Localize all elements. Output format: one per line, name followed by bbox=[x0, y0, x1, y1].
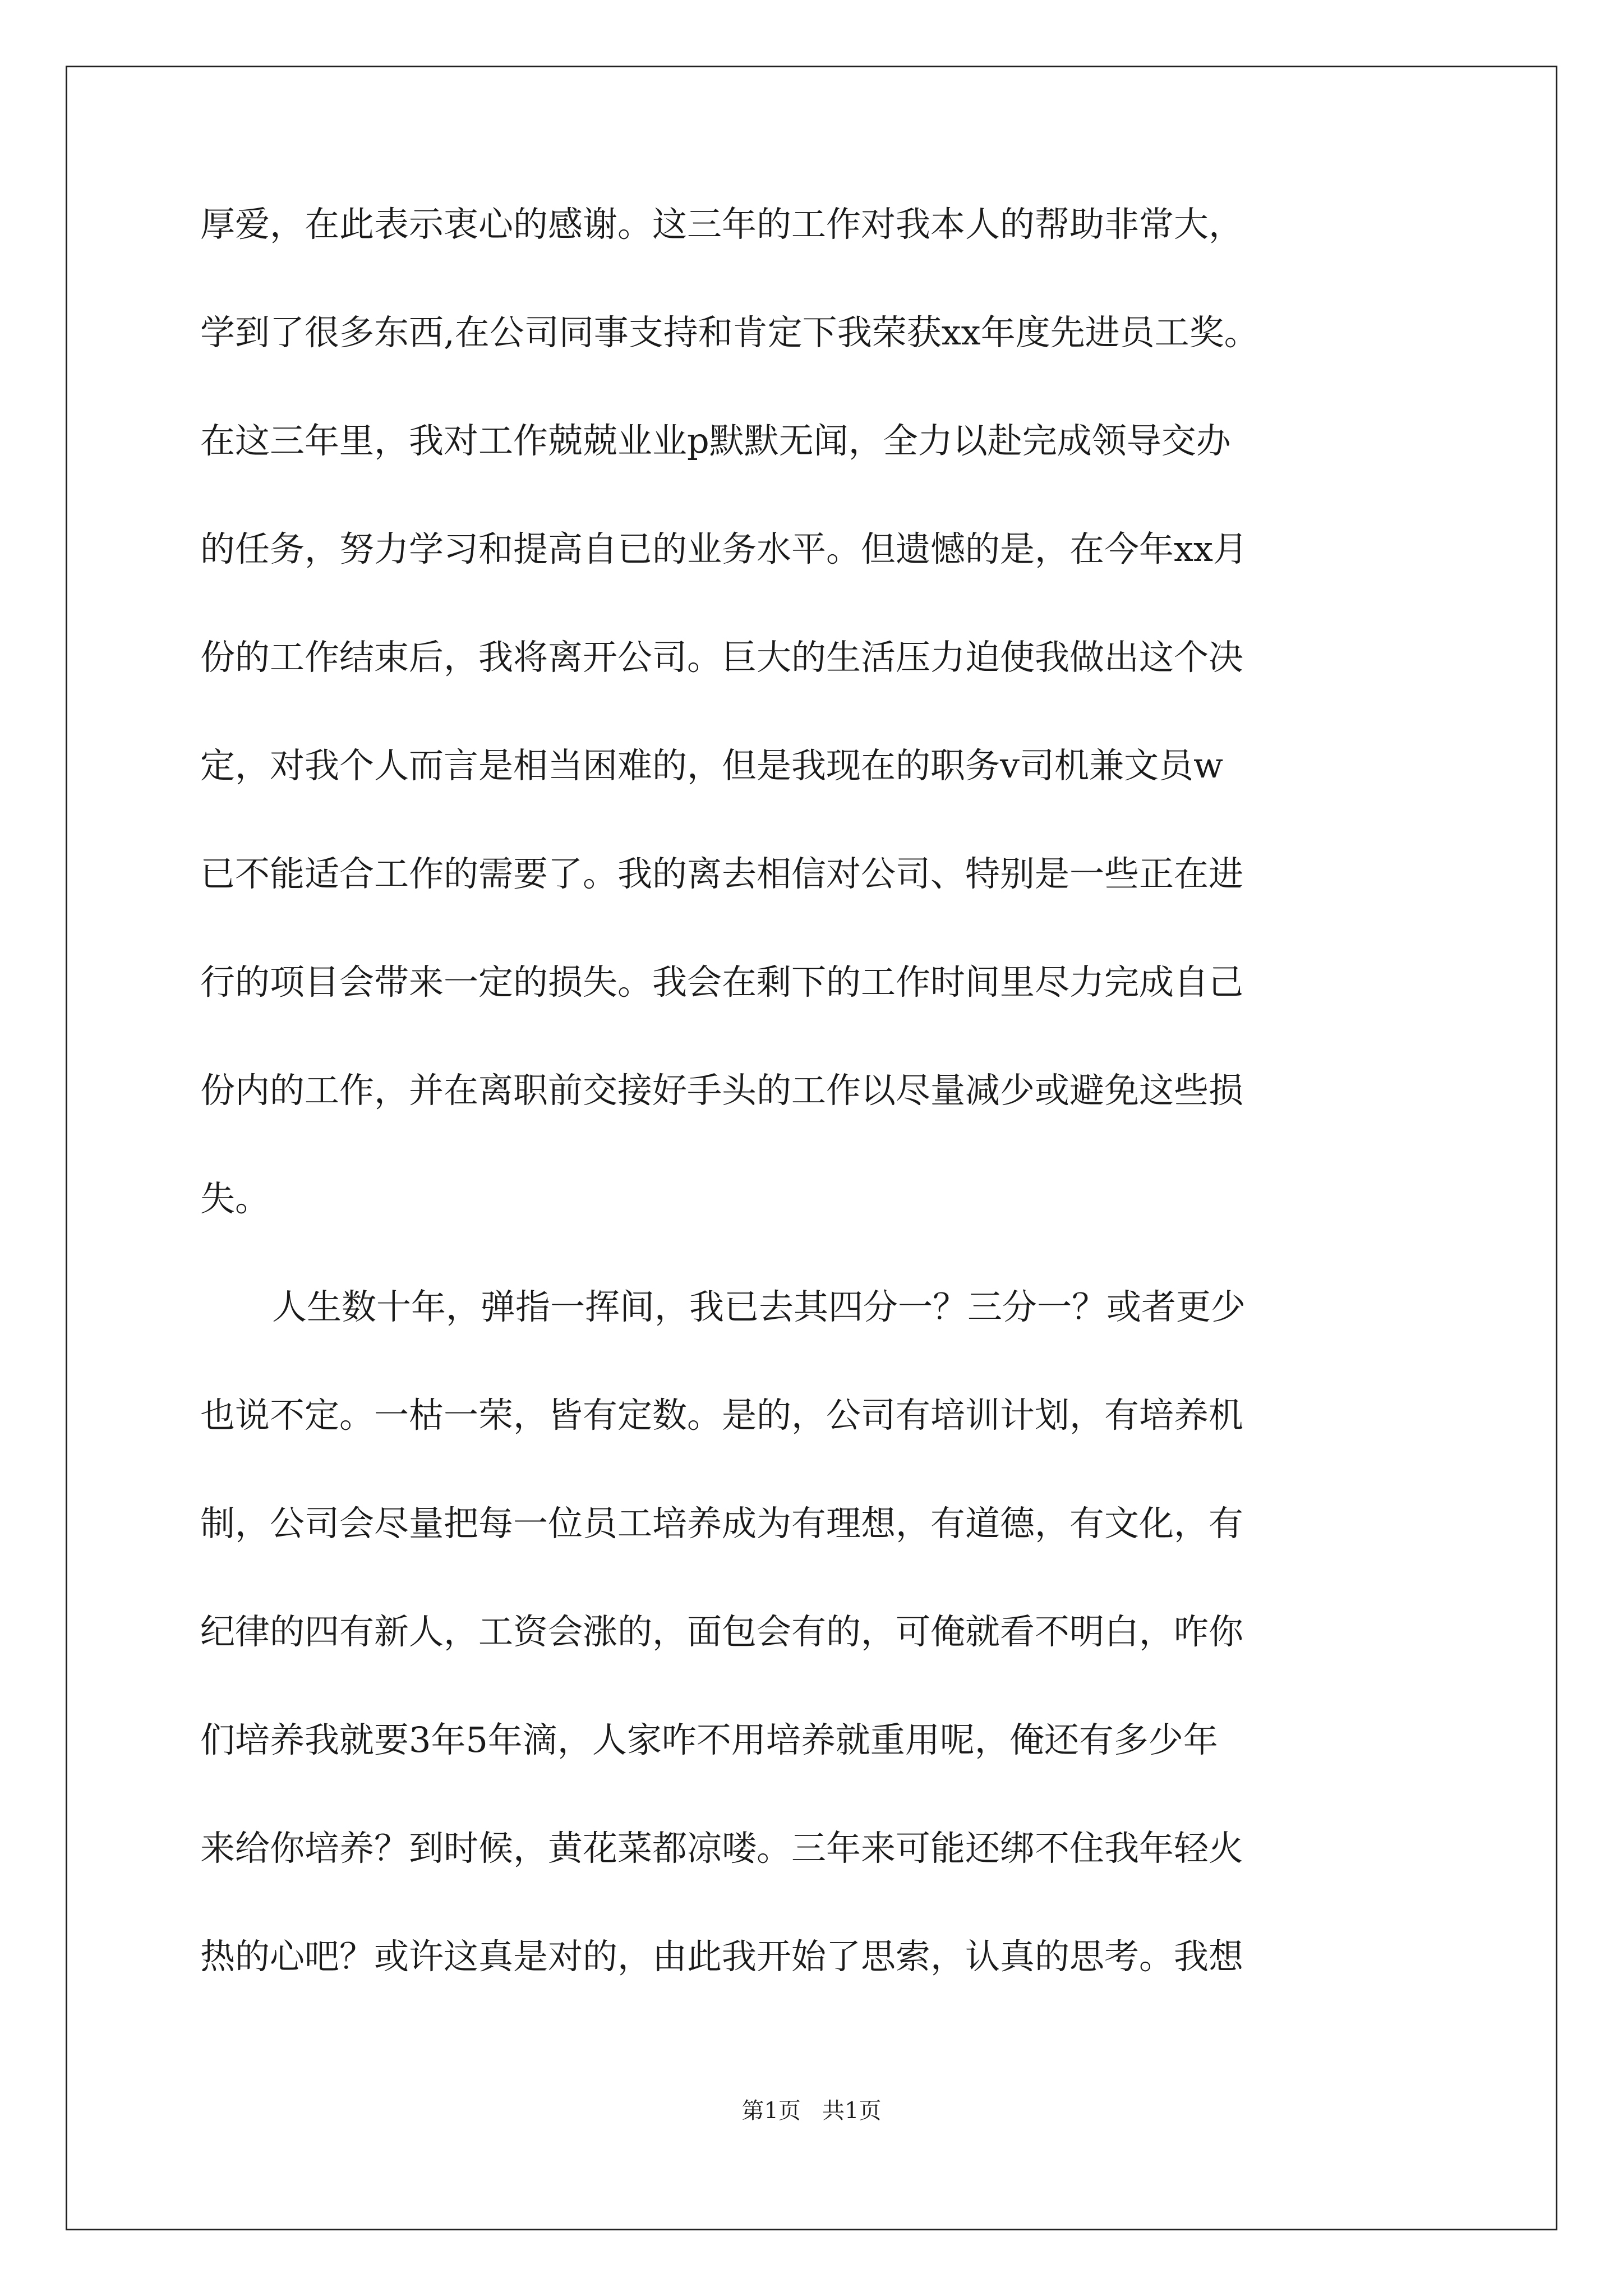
text-line: 制，公司会尽量把每一位员工培养成为有理想，有道德，有文化，有 bbox=[200, 1503, 1244, 1544]
text-line: 在这三年里，我对工作兢兢业业p默默无闻，全力以赴完成领导交办 bbox=[200, 420, 1231, 461]
page-number: 第1页 共1页 bbox=[741, 2098, 882, 2124]
body-text bbox=[200, 191, 1496, 2031]
text-line: 们培养我就要3年5年滴，人家咋不用培养就重用呢，俺还有多少年 bbox=[200, 1719, 1218, 1760]
text-line: 也说不定。一枯一荣，皆有定数。是的，公司有培训计划，有培养机 bbox=[200, 1395, 1244, 1435]
text-line: 定，对我个人而言是相当困难的，但是我现在的职务v司机兼文员w bbox=[200, 745, 1224, 786]
text-line: 学到了很多东西,在公司同事支持和肯定下我荣获xx年度先进员工奖。 bbox=[200, 312, 1259, 353]
text-line: 厚爱，在此表示衷心的感谢。这三年的工作对我本人的帮助非常大， bbox=[200, 204, 1244, 245]
text-line: 纪律的四有新人，工资会涨的，面包会有的，可俺就看不明白，咋你 bbox=[200, 1611, 1244, 1652]
text-line: 失。 bbox=[200, 1178, 270, 1219]
text-line: 的任务，努力学习和提高自已的业务水平。但遗憾的是，在今年xx月 bbox=[200, 528, 1248, 569]
text-line: 已不能适合工作的需要了。我的离去相信对公司、特别是一些正在进 bbox=[200, 853, 1244, 894]
text-line: 行的项目会带来一定的损失。我会在剩下的工作时间里尽力完成自己 bbox=[200, 961, 1244, 1002]
text-line: 份内的工作，并在离职前交接好手头的工作以尽量减少或避免这些损 bbox=[200, 1070, 1244, 1111]
paragraph-start-line: 人生数十年，弹指一挥间，我已去其四分一？三分一？或者更少 bbox=[272, 1286, 1246, 1327]
text-line: 热的心吧？或许这真是对的，由此我开始了思索，认真的思考。我想 bbox=[200, 1936, 1244, 1977]
text-line: 份的工作结束后，我将离开公司。巨大的生活压力迫使我做出这个决 bbox=[200, 637, 1244, 678]
text-line: 来给你培养？到时候，黄花菜都凉喽。三年来可能还绑不住我年轻火 bbox=[200, 1828, 1244, 1869]
